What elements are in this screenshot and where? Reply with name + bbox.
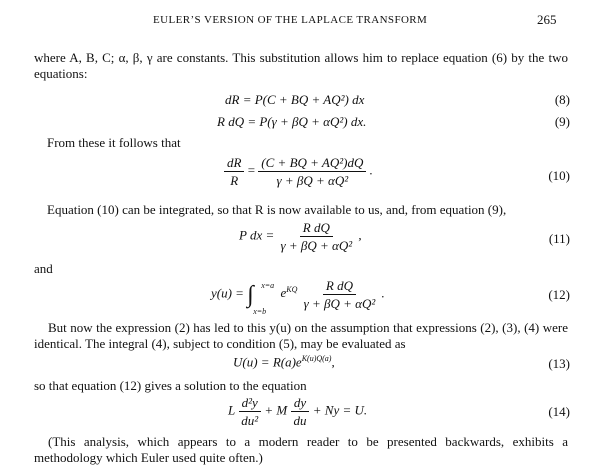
paragraph-and: and (34, 261, 53, 276)
equation-12 (211, 278, 385, 316)
equation-11-fraction (278, 220, 356, 253)
equation-11-numerator: R dQ (300, 220, 333, 237)
equation-13 (233, 354, 335, 370)
equation-11-number: (11) (548, 231, 570, 246)
equation-14-second-derivative (238, 395, 261, 428)
equation-12-numerator: R dQ (323, 278, 356, 295)
equation-14-plus-m: + M (264, 402, 288, 418)
equation-13-tail: , (331, 354, 335, 370)
equation-12-tail: . (381, 285, 385, 301)
integral-sign: ∫ x=a x=b (247, 280, 275, 316)
equation-12-kernel-exponent: KQ (286, 285, 298, 295)
equation-12-lhs: y(u) = (211, 285, 244, 301)
equation-10-rhs-numerator: (C + BQ + AQ²)dQ (258, 155, 366, 172)
paragraph-intro-text: where A, B, C; α, β, γ are constants. This substitution allows him to replace equation (6) by the two equations: (34, 50, 568, 81)
paragraph-solution: so that equation (12) gives a solution to the equation (34, 378, 307, 393)
equation-13-exponent: K(u)Q(a) (301, 354, 332, 363)
equation-11-denominator: γ + βQ + αQ² (280, 238, 353, 253)
equation-14-num2: dy (291, 395, 309, 412)
equation-14-num1: d²y (239, 395, 261, 412)
running-title: EULER’S VERSION OF THE LAPLACE TRANSFORM (153, 14, 428, 26)
equation-14-L: L (228, 402, 235, 418)
equation-14-den1: du² (241, 413, 259, 428)
equation-10-rhs-denominator: γ + βQ + αQ² (276, 173, 349, 188)
integral-upper-limit: x=a (261, 280, 275, 290)
equation-11 (239, 220, 362, 253)
equation-10: $\frac{dR}{R}$ = $\frac{\text{(C + BQ + AQ²)dQ}}{\text{γ + βQ + αQ²}}$ . (224, 155, 373, 188)
equation-14-den2: du (293, 413, 307, 428)
equation-11-tail: , (358, 227, 362, 243)
equation-12-denominator: γ + βQ + αQ² (303, 296, 376, 311)
equation-11-lhs: P dx = (239, 227, 275, 243)
equation-13-expr: U(u) = R(a)e (233, 354, 302, 370)
page-number: 265 (537, 12, 557, 27)
paragraph-intro (34, 50, 568, 82)
paragraph-methodology: (This analysis, which appears to a modern reader to be presented backwards, exhibits a methodology which Euler used quite often.) (34, 434, 568, 465)
paragraph-integrated: Equation (10) can be integrated, so that R is now available to us, and, from equation (9), (47, 202, 507, 217)
equation-9-number: (9) (554, 114, 570, 129)
equation-12-kernel: e (280, 285, 287, 301)
equation-12-number: (12) (548, 287, 570, 302)
paragraph-follows: From these it follows that (47, 135, 181, 150)
equation-10-lhs-numerator: dR (224, 155, 244, 172)
equation-10-lhs-fraction (224, 155, 244, 188)
paragraph-expression: But now the expression (2) has led to this y(u) on the assumption that expressions (2), (3), (4) were identical. The integral (4), subject to condition (5), may be evaluated as (34, 320, 568, 351)
equation-10-tail: . (369, 162, 373, 178)
equation-10-number: (10) (548, 168, 570, 183)
equation-10-lhs-denominator: R (230, 173, 239, 188)
equation-14 (228, 395, 367, 428)
equation-14-first-derivative (291, 395, 310, 428)
equation-10-rhs-fraction (258, 155, 366, 188)
equation-12-fraction (301, 278, 379, 311)
equation-8-number: (8) (554, 92, 570, 107)
equation-14-number: (14) (548, 404, 570, 419)
equation-13-number: (13) (548, 356, 570, 371)
equation-8: dR = P(C + BQ + AQ²) dx (225, 92, 365, 107)
equation-9: R dQ = P(γ + βQ + αQ²) dx. (217, 114, 367, 129)
integral-lower-limit: x=b (253, 306, 267, 316)
equation-14-rest: + Ny = U. (312, 402, 368, 418)
